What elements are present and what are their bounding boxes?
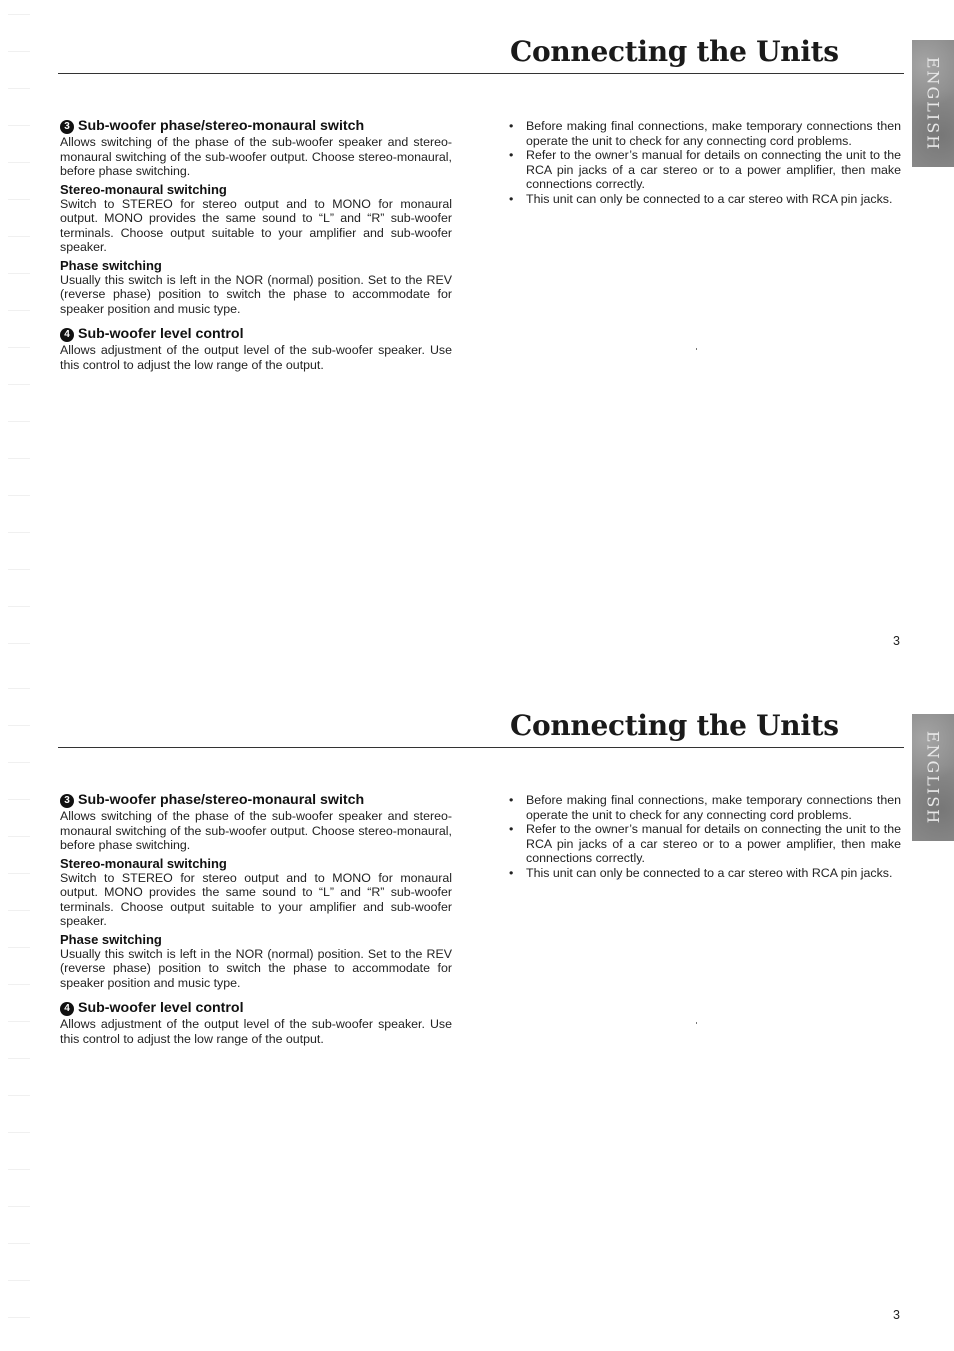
section-number-badge: 4: [60, 1002, 74, 1016]
stereo-monaural-heading: Stereo-monaural switching: [60, 181, 227, 197]
bullet-icon: •: [509, 822, 514, 836]
bullet-icon: •: [509, 793, 514, 807]
scan-margin-marks: [8, 674, 30, 1348]
notes-list: [509, 119, 901, 206]
page-number: 3: [893, 634, 900, 648]
notes-list: [509, 793, 901, 880]
language-tab: [912, 714, 954, 841]
list-item-text: Refer to the owner’s manual for details on connecting the unit to the RCA pin jacks of a car stereo or to a power amplifier, then make connections correctly.: [526, 822, 901, 865]
list-item: [509, 866, 901, 881]
phase-switching-text: Usually this switch is left in the NOR (normal) position. Set to the REV (reverse phase) position to switch the phase to accommodate for speaker position and music type.: [60, 272, 452, 316]
right-column: [509, 119, 901, 206]
section-3-intro: Allows switching of the phase of the sub-woofer speaker and stereo-monaural switching of the sub-woofer output. Choose stereo-monaural, before phase switching.: [60, 135, 452, 178]
scan-speck: [696, 1022, 697, 1024]
list-item: [509, 148, 901, 192]
list-item-text: This unit can only be connected to a car stereo with RCA pin jacks.: [526, 865, 893, 880]
list-item: [509, 793, 901, 822]
bullet-icon: •: [509, 865, 514, 880]
section-3-heading: [60, 792, 452, 809]
stereo-monaural-text: Switch to STEREO for stereo output and to MONO for monaural output. MONO provides the same sound to “L” and “R” sub-woofer terminals. Choose output suitable to your amplifier and sub-woofer speaker.: [60, 196, 452, 254]
section-3-heading: [60, 118, 452, 135]
section-3-heading-text: Sub-woofer phase/stereo-monaural switch: [78, 118, 365, 134]
bullet-icon: •: [509, 148, 514, 162]
manual-page-bottom: [0, 674, 954, 1348]
list-item-text: This unit can only be connected to a car stereo with RCA pin jacks.: [526, 191, 893, 206]
section-number-badge: 3: [60, 120, 74, 134]
section-4-heading: [60, 1000, 452, 1017]
section-4-text: Allows adjustment of the output level of the sub-woofer speaker. Use this control to adjust the low range of the output.: [60, 1017, 452, 1046]
stereo-monaural-heading: Stereo-monaural switching: [60, 855, 227, 871]
language-tab-label: ENGLISH: [923, 730, 943, 825]
stereo-monaural-text: Switch to STEREO for stereo output and to MONO for monaural output. MONO provides the same sound to “L” and “R” sub-woofer terminals. Choose output suitable to your amplifier and sub-woofer speaker.: [60, 870, 452, 928]
right-column: [509, 793, 901, 880]
phase-switching-text: Usually this switch is left in the NOR (normal) position. Set to the REV (reverse phase) position to switch the phase to accommodate for speaker position and music type.: [60, 946, 452, 990]
list-item-text: Before making final connections, make temporary connections then operate the unit to check for any connecting cord problems.: [526, 119, 901, 148]
section-number-badge: 3: [60, 794, 74, 808]
manual-page-top: [0, 0, 954, 674]
section-3-heading-text: Sub-woofer phase/stereo-monaural switch: [78, 792, 365, 808]
bullet-icon: •: [509, 119, 514, 133]
list-item: [509, 119, 901, 148]
section-4-heading: [60, 326, 452, 343]
list-item-text: Before making final connections, make temporary connections then operate the unit to check for any connecting cord problems.: [526, 793, 901, 822]
section-3-intro: Allows switching of the phase of the sub-woofer speaker and stereo-monaural switching of the sub-woofer output. Choose stereo-monaural, before phase switching.: [60, 809, 452, 852]
language-tab-label: ENGLISH: [923, 56, 943, 151]
section-4-heading-text: Sub-woofer level control: [78, 326, 244, 342]
title-rule: [58, 747, 904, 748]
page-number: 3: [893, 1308, 900, 1322]
language-tab: [912, 40, 954, 167]
list-item-text: Refer to the owner’s manual for details on connecting the unit to the RCA pin jacks of a car stereo or to a power amplifier, then make connections correctly.: [526, 148, 901, 191]
title-rule: [58, 73, 904, 74]
phase-switching-heading: Phase switching: [60, 257, 162, 273]
page-title: Connecting the Units: [510, 709, 839, 742]
section-4-text: Allows adjustment of the output level of the sub-woofer speaker. Use this control to adjust the low range of the output.: [60, 343, 452, 372]
left-column: [60, 118, 452, 372]
scan-speck: [696, 348, 697, 350]
list-item: [509, 192, 901, 207]
left-column: [60, 792, 452, 1046]
bullet-icon: •: [509, 191, 514, 206]
page-title: Connecting the Units: [510, 35, 839, 68]
list-item: [509, 822, 901, 866]
section-number-badge: 4: [60, 328, 74, 342]
scan-margin-marks: [8, 0, 30, 674]
section-4-heading-text: Sub-woofer level control: [78, 1000, 244, 1016]
phase-switching-heading: Phase switching: [60, 931, 162, 947]
